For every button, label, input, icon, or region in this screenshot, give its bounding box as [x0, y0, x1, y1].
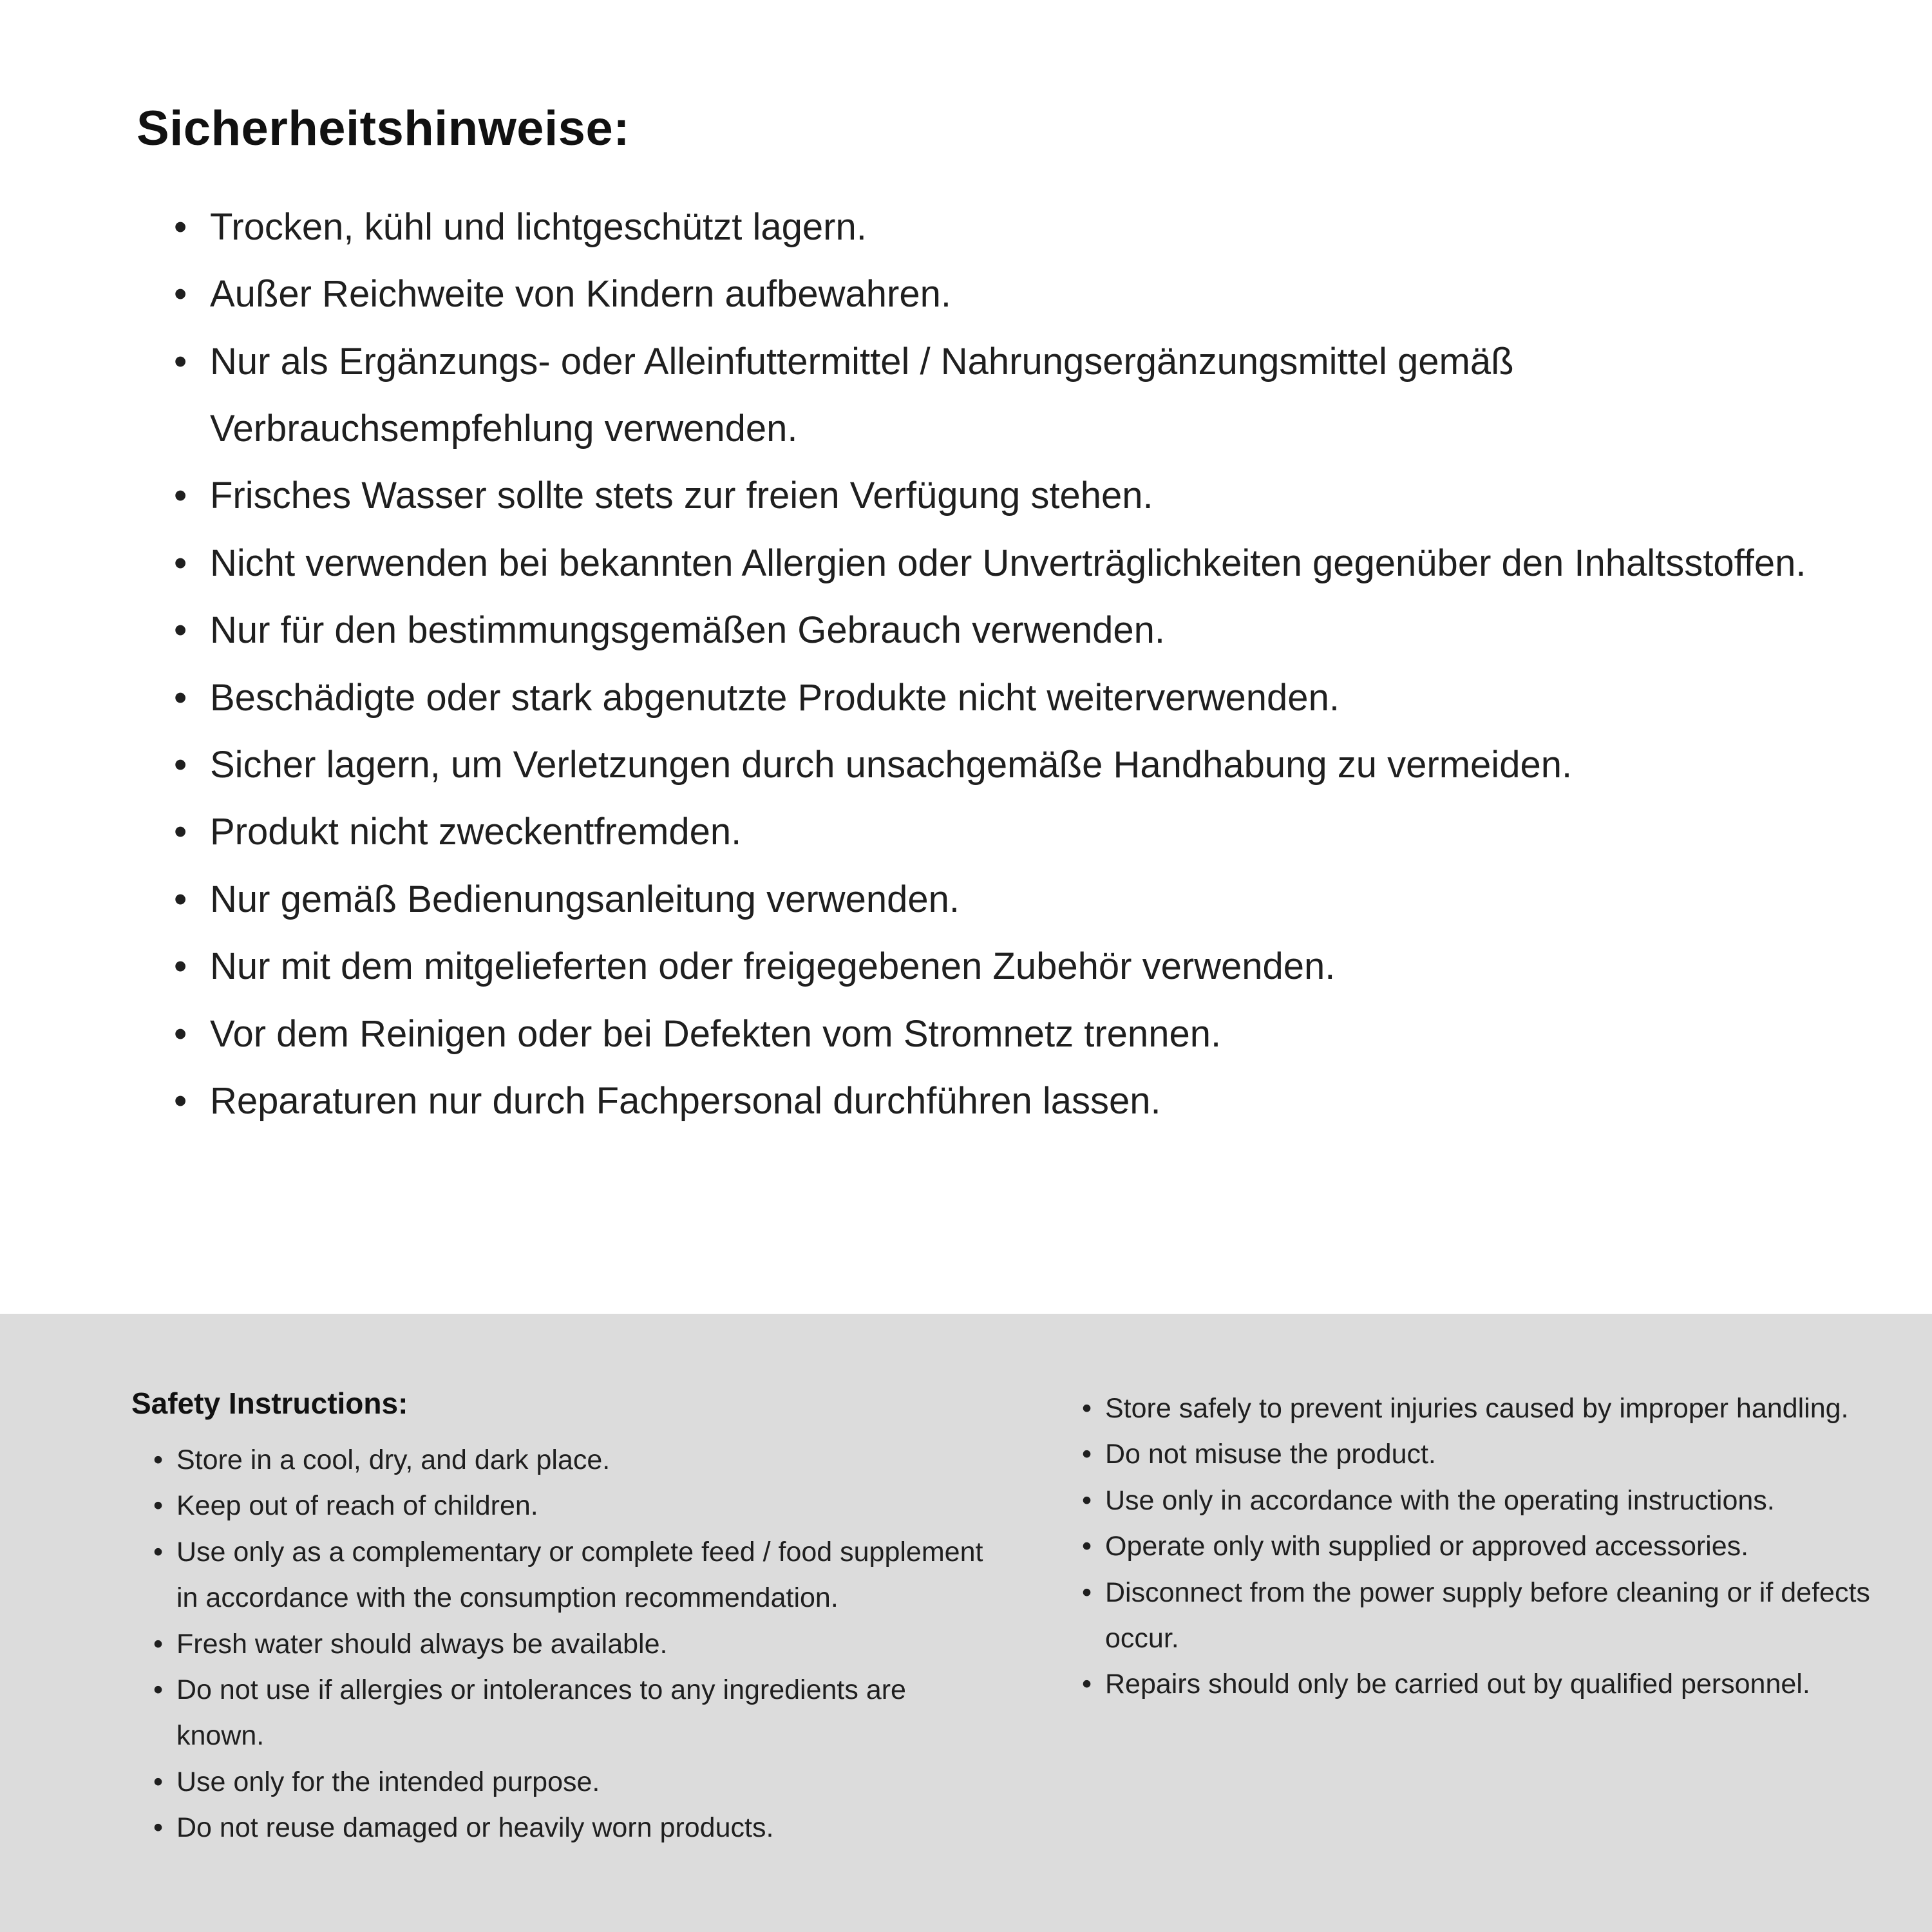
- bullet-item: • Store safely to prevent injuries caused by improper handling.: [1078, 1386, 1909, 1432]
- english-right-bullet-list: [1078, 1386, 1909, 1708]
- bullet-item: • Sicher lagern, um Verletzungen durch unsachgemäße Handhabung zu vermeiden.: [174, 732, 1816, 799]
- bullet-item: • Do not use if allergies or intolerances to any ingredients are known.: [149, 1667, 994, 1759]
- bullet-item: • Keep out of reach of children.: [149, 1483, 994, 1529]
- bullet-item: • Fresh water should always be available.: [149, 1622, 994, 1667]
- bullet-item: • Do not misuse the product.: [1078, 1432, 1909, 1477]
- bullet-item: • Vor dem Reinigen oder bei Defekten vom Stromnetz trennen.: [174, 1001, 1816, 1068]
- bullet-item: • Reparaturen nur durch Fachpersonal durchführen lassen.: [174, 1068, 1816, 1135]
- english-left-bullet-list: [149, 1437, 994, 1851]
- bullet-item: • Use only as a complementary or complete feed / food supplement in accordance with the consumption recommendation.: [149, 1530, 994, 1622]
- bullet-item: • Nur gemäß Bedienungsanleitung verwenden.: [174, 866, 1816, 933]
- bullet-item: • Trocken, kühl und lichtgeschützt lagern.: [174, 194, 1816, 261]
- bullet-item: • Nur mit dem mitgelieferten oder freigegebenen Zubehör verwenden.: [174, 933, 1816, 1000]
- bullet-item: • Außer Reichweite von Kindern aufbewahren.: [174, 261, 1816, 328]
- bullet-item: • Produkt nicht zweckentfremden.: [174, 799, 1816, 866]
- english-safety-section: [0, 1314, 1932, 1932]
- bullet-item: • Frisches Wasser sollte stets zur freien Verfügung stehen.: [174, 462, 1816, 529]
- bullet-item: • Repairs should only be carried out by qualified personnel.: [1078, 1662, 1909, 1707]
- bullet-item: • Use only in accordance with the operating instructions.: [1078, 1478, 1909, 1524]
- bullet-item: • Nur für den bestimmungsgemäßen Gebrauch verwenden.: [174, 597, 1816, 664]
- english-right-column: [1078, 1386, 1909, 1932]
- bullet-item: • Store in a cool, dry, and dark place.: [149, 1437, 994, 1483]
- english-section-title: Safety Instructions:: [131, 1387, 408, 1420]
- german-section-title: Sicherheitshinweise:: [137, 100, 630, 156]
- bullet-item: • Beschädigte oder stark abgenutzte Produkte nicht weiterverwenden.: [174, 665, 1816, 732]
- german-bullet-list: [174, 194, 1816, 1135]
- bullet-item: • Disconnect from the power supply before cleaning or if defects occur.: [1078, 1570, 1909, 1662]
- bullet-item: • Operate only with supplied or approved accessories.: [1078, 1524, 1909, 1569]
- english-left-column: [131, 1386, 994, 1932]
- bullet-item: • Nicht verwenden bei bekannten Allergien oder Unverträglichkeiten gegenüber den Inhaltsstoffen.: [174, 530, 1816, 597]
- bullet-item: • Do not reuse damaged or heavily worn products.: [149, 1805, 994, 1851]
- bullet-item: • Use only for the intended purpose.: [149, 1759, 994, 1805]
- bullet-item: • Nur als Ergänzungs- oder Alleinfuttermittel / Nahrungsergänzungsmittel gemäß Verbrauchsempfehlung verwenden.: [174, 328, 1816, 463]
